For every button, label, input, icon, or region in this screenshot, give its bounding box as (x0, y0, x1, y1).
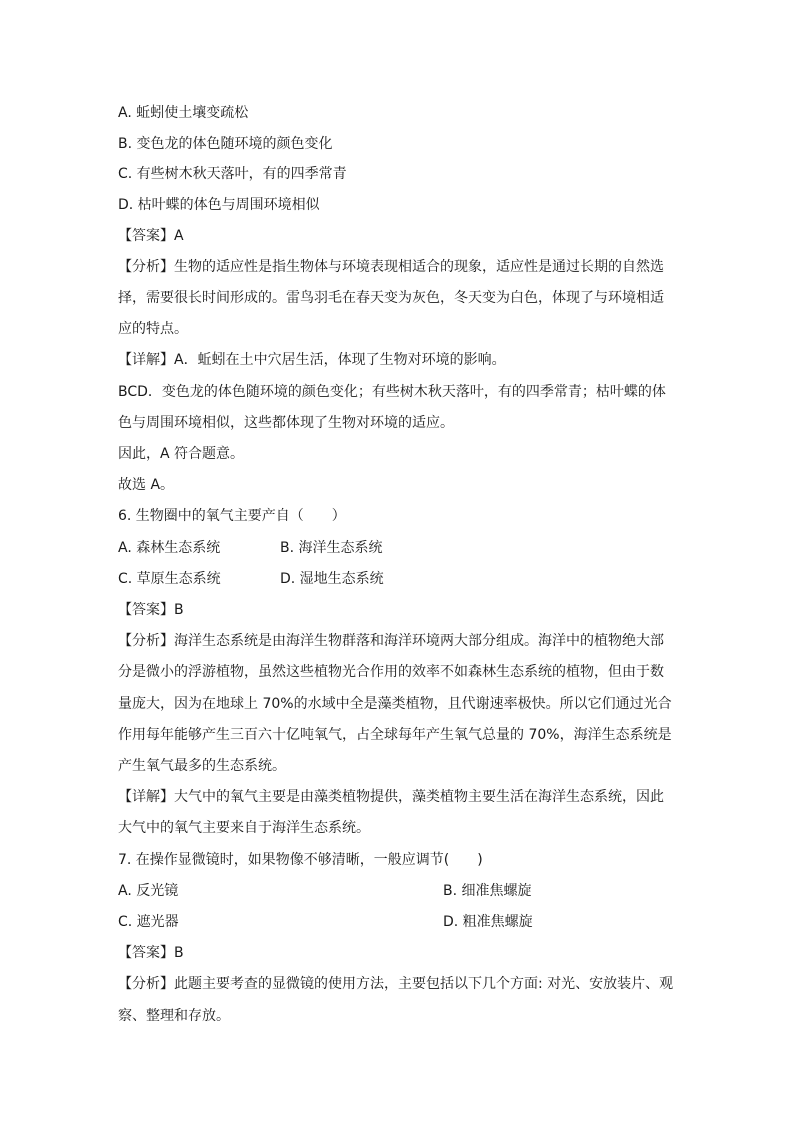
q7-option-b: B. 细准焦螺旋 (443, 883, 532, 899)
q6-option-c: C. 草原生态系统 (118, 571, 221, 587)
q6-option-b: B. 海洋生态系统 (280, 540, 383, 556)
q7-option-a: A. 反光镜 (118, 883, 179, 899)
q5-option-d: D. 枯叶蝶的体色与周围环境相似 (118, 197, 320, 213)
q5-detail-line: 色与周围环境相似，这些都体现了生物对环境的适应。 (118, 415, 454, 431)
q5-option-a: A. 蚯蚓使土壤变疏松 (118, 105, 249, 121)
q5-detail-line: 因此，A 符合题意。 (118, 446, 245, 462)
q5-analysis-line: 择，需要很长时间形成的。雷鸟羽毛在春天变为灰色，冬天变为白色，体现了与环境相适 (118, 290, 664, 306)
q6-answer: 【答案】B (118, 602, 184, 618)
q7-answer: 【答案】B (118, 945, 184, 961)
q6-analysis-line: 量庞大，因为在地球上 70%的水域中全是藻类植物，且代谢速率极快。所以它们通过光合 (118, 696, 672, 712)
q7-option-c: C. 遮光器 (118, 914, 179, 930)
q6-stem: 6. 生物圈中的氧气主要产自（ ） (118, 508, 346, 524)
q6-detail-line: 【详解】大气中的氧气主要是由藻类植物提供，藻类植物主要生活在海洋生态系统，因此 (118, 789, 664, 805)
q6-analysis-line: 作用每年能够产生三百六十亿吨氧气，占全球每年产生氧气总量的 70%，海洋生态系统是 (118, 727, 672, 743)
q7-analysis-line: 【分析】此题主要考查的显微镜的使用方法，主要包括以下几个方面: 对光、安放装片、观 (118, 976, 674, 992)
q6-option-a: A. 森林生态系统 (118, 540, 221, 556)
q6-detail-line: 大气中的氧气主要来自于海洋生态系统。 (118, 820, 370, 836)
q6-option-d: D. 湿地生态系统 (280, 571, 384, 587)
q5-detail-line: 【详解】A．蚯蚓在土中穴居生活，体现了生物对环境的影响。 (118, 352, 506, 368)
q6-analysis-line: 分是微小的浮游植物，虽然这些植物光合作用的效率不如森林生态系统的植物，但由于数 (118, 664, 664, 680)
q5-option-c: C. 有些树木秋天落叶，有的四季常青 (118, 166, 347, 182)
q5-answer: 【答案】A (118, 228, 184, 244)
q6-analysis-line: 产生氧气最多的生态系统。 (118, 758, 286, 774)
q5-detail-line: BCD．变色龙的体色随环境的颜色变化；有些树木秋天落叶，有的四季常青；枯叶蝶的体 (118, 384, 666, 400)
q5-analysis-line: 应的特点。 (118, 321, 188, 337)
q5-option-b: B. 变色龙的体色随环境的颜色变化 (118, 136, 333, 152)
q5-detail-line: 故选 A。 (118, 477, 175, 493)
q6-analysis-line: 【分析】海洋生态系统是由海洋生物群落和海洋环境两大部分组成。海洋中的植物绝大部 (118, 633, 664, 649)
q7-stem: 7. 在操作显微镜时，如果物像不够清晰，一般应调节( ) (118, 852, 483, 868)
q5-analysis-line: 【分析】生物的适应性是指生物体与环境表现相适合的现象，适应性是通过长期的自然选 (118, 259, 664, 275)
q7-option-d: D. 粗准焦螺旋 (443, 914, 533, 930)
q7-analysis-line: 察、整理和存放。 (118, 1008, 230, 1024)
